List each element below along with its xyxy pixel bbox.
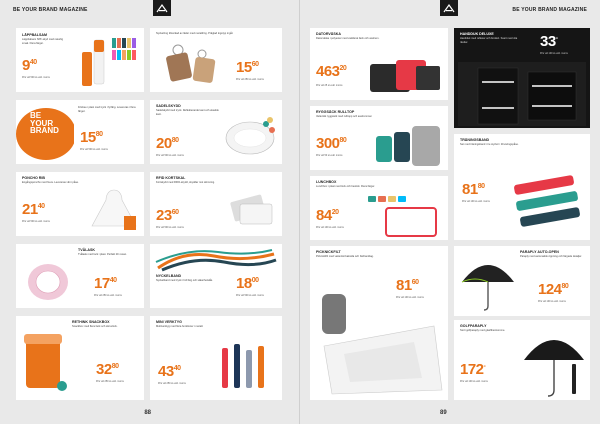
price-info: Pris vid 500 st exkl. moms xyxy=(80,148,108,151)
price-info: Pris vid 25 st exkl. moms xyxy=(316,84,343,87)
price-info: Pris vid 500 st exkl. moms xyxy=(236,294,264,297)
product-name: TRÄNINGSBAND xyxy=(460,138,490,142)
product-name: RETHINK SNACKBOX xyxy=(72,320,110,324)
golf-umbrella-image xyxy=(522,326,586,398)
product-price: $15^{80}$ xyxy=(80,129,103,146)
product-price: $124^{80}$ xyxy=(538,281,569,298)
magazine-title-right: BE YOUR BRAND MAGAZINE xyxy=(512,7,587,13)
soap-box-image xyxy=(22,258,74,304)
product-price: $463^{20}$ xyxy=(316,63,347,80)
product-name: SADELSKYDD xyxy=(156,104,181,108)
price-info: Pris vid 250 st exkl. moms xyxy=(236,78,264,81)
product-card-ostbox[interactable] xyxy=(16,316,144,400)
card-holder-image xyxy=(226,188,278,232)
product-desc: Kortskydd med RFID-skydd, skyddar mot skimning. xyxy=(156,181,215,184)
product-desc: Stort golfparaply med glasfiberstomme. xyxy=(460,329,506,332)
product-desc: Engångsponcho med huva. Levereras vikt i påse. xyxy=(22,181,79,184)
lunchbox-image xyxy=(366,194,444,238)
brand-logo-icon xyxy=(440,0,458,16)
product-card-ryggsack[interactable] xyxy=(310,106,448,170)
lanyard-image xyxy=(154,248,278,272)
price-info: Pris vid 500 st exkl. moms xyxy=(156,154,184,157)
product-price: $20^{80}$ xyxy=(156,135,179,152)
price-info: Pris vid 100 st exkl. moms xyxy=(460,380,488,383)
price-info: Pris vid 100 st exkl. moms xyxy=(462,200,490,203)
product-card-handduk[interactable] xyxy=(454,28,590,128)
price-info: Pris vid 250 st exkl. moms xyxy=(96,380,124,383)
product-card-multiverktyg[interactable] xyxy=(150,316,282,400)
price-info: Pris vid 500 st exkl. moms xyxy=(156,226,184,229)
product-desc: Frisbee i plast med tryck i fyrfärg. Levereras i flera färger. xyxy=(78,106,136,113)
poncho-image xyxy=(88,186,140,234)
product-name: RFID KORTSKAL xyxy=(156,176,186,180)
product-price: $9^{40}$ xyxy=(22,57,37,74)
product-price: $18^{00}$ xyxy=(236,275,259,292)
product-desc: Snackbox med flera fack och skruvlock. xyxy=(72,325,118,328)
price-info: Pris vid 250 st exkl. moms xyxy=(94,294,122,297)
brand-logo-icon xyxy=(153,0,171,16)
keyring-image xyxy=(158,42,228,88)
product-price: $81^{80}$ xyxy=(462,181,485,198)
magazine-title-left: BE YOUR BRAND MAGAZINE xyxy=(13,7,88,13)
product-desc: Lunchbox i plast med lock och bestick. Flera färger. xyxy=(316,185,375,188)
product-name: TVÅLASK xyxy=(78,248,95,252)
product-name: LÄPPBALSAM xyxy=(22,33,47,37)
product-name: HANDDUK DELUXE xyxy=(460,32,494,36)
product-name: PONCHO RIB xyxy=(22,176,45,180)
product-price: $43^{40}$ xyxy=(158,363,181,380)
product-price: 172- xyxy=(460,361,486,378)
saddle-cover-image xyxy=(224,114,278,160)
snackbox-image xyxy=(20,326,70,396)
product-card-traningsband[interactable] xyxy=(454,134,590,240)
frisbee-brand-print: BE YOUR BRAND xyxy=(30,111,59,136)
product-name: PARAPLY AUTO-OPEN xyxy=(520,250,559,254)
product-price: 33- xyxy=(540,33,558,50)
umbrella-image xyxy=(458,252,518,312)
product-name: NYCKELBAND xyxy=(156,274,182,278)
product-card-frisbee[interactable] xyxy=(16,100,144,164)
price-info: Pris vid 50 st exkl. moms xyxy=(316,154,343,157)
right-page xyxy=(300,0,600,424)
price-info: Pris vid 100 st exkl. moms xyxy=(396,296,424,299)
multitool-image xyxy=(214,338,278,396)
product-card-sadelskydd[interactable] xyxy=(150,100,282,164)
backpack-image xyxy=(372,122,444,168)
product-price: $15^{60}$ xyxy=(236,59,259,76)
page-number-left: 88 xyxy=(144,410,151,416)
lipbalm-image xyxy=(78,32,140,90)
product-card-nyckelring[interactable] xyxy=(150,28,282,92)
product-card-filt[interactable] xyxy=(310,246,448,400)
product-name: DATORVÄSKA xyxy=(316,32,341,36)
price-info: Pris vid 500 st exkl. moms xyxy=(22,76,50,79)
product-desc: Sadelskydd med tryck. Reflekterande kant och elastisk kant. xyxy=(156,109,219,116)
product-price: $23^{60}$ xyxy=(156,207,179,224)
towel-image xyxy=(458,62,586,126)
product-desc: Nyckelring tillverkad av läder med metallring. Präglad logotyp ingår. xyxy=(156,32,234,35)
product-desc: Vattentät ryggsäck med rulltopp och axelremmar. xyxy=(316,115,373,118)
laptop-bag-image xyxy=(366,50,444,96)
price-info: Pris vid 100 st exkl. moms xyxy=(538,300,566,303)
product-card-paraply2[interactable] xyxy=(454,320,590,400)
product-card-paraply[interactable] xyxy=(454,246,590,316)
price-info: Pris vid 100 st exkl. moms xyxy=(540,52,568,55)
product-price: $81^{60}$ xyxy=(396,277,419,294)
product-card-lunchbox[interactable] xyxy=(310,176,448,240)
product-name: RYGGSÄCK RULLTOP xyxy=(316,110,355,114)
product-desc: Tvålask med lock i plast. Perfekt för resan. xyxy=(78,253,127,256)
price-info: Pris vid 500 st exkl. moms xyxy=(22,220,50,223)
price-info: Pris vid 100 st exkl. moms xyxy=(316,226,344,229)
product-name: GOLFPARAPLY xyxy=(460,324,487,328)
product-desc: Handduk med reflexer och broderi. Svart med vita ränder. xyxy=(460,37,518,44)
product-desc: Datorväska i polyester med vadderat fack och axelrem. xyxy=(316,37,380,40)
product-name: LUNCHBOX xyxy=(316,180,337,184)
product-desc: Nyckelband med tryck i full färg och säkerhetslås. xyxy=(156,279,213,282)
product-price: $21^{40}$ xyxy=(22,201,45,218)
product-name: MINI VERKTYG xyxy=(156,320,182,324)
product-card-poncho[interactable] xyxy=(16,172,144,236)
product-desc: Läppbalsam SPF-skyd med naturlig smak. Flera färger. xyxy=(22,38,64,45)
product-card-kortskal[interactable] xyxy=(150,172,282,236)
product-card-lappbalsam[interactable] xyxy=(16,28,144,92)
page-number-right: 89 xyxy=(440,410,447,416)
product-desc: Picknickfilt med vattentät baksida och bärhandtag. xyxy=(316,255,374,258)
product-card-datorvaska[interactable] xyxy=(310,28,448,100)
product-price: $84^{20}$ xyxy=(316,207,339,224)
exercise-band-image xyxy=(510,174,586,234)
price-info: Pris vid 250 st exkl. moms xyxy=(158,382,186,385)
product-price: $17^{40}$ xyxy=(94,275,117,292)
product-name: PICKNICKFILT xyxy=(316,250,341,254)
product-price: $32^{80}$ xyxy=(96,361,119,378)
product-card-nyckelband[interactable] xyxy=(150,244,282,308)
blanket-image xyxy=(314,286,444,396)
product-desc: Multiverktyg med flera funktioner i metall. xyxy=(156,325,204,328)
product-price: $300^{80}$ xyxy=(316,135,347,152)
product-card-tvalask[interactable] xyxy=(16,244,144,308)
product-desc: Set med träningsband i tre styrkor i förvaringspåse. xyxy=(460,143,519,146)
product-desc: Paraply med automatisk öppning och färgade detaljer. xyxy=(520,255,583,258)
